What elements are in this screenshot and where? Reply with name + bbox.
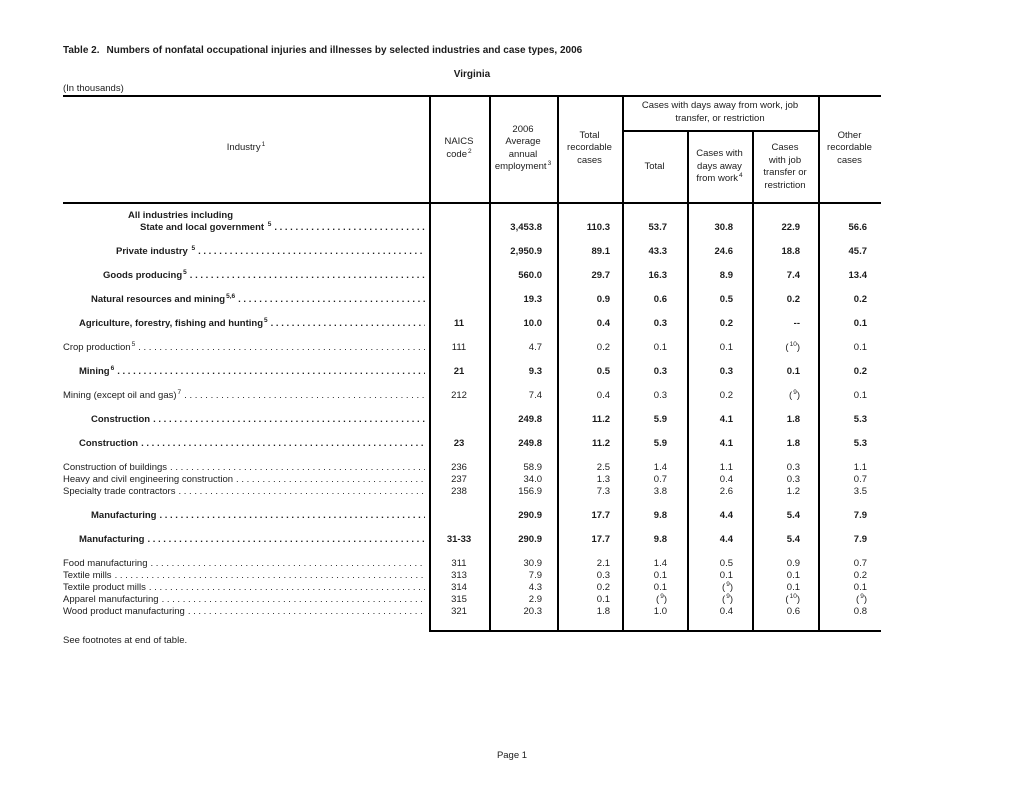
value-cell: 0.2: [719, 390, 733, 401]
industry-label: [63, 318, 425, 330]
naics-code-cell: 111: [451, 342, 467, 353]
value-cell: ($^9$): [856, 593, 867, 605]
value-cell: 0.1: [853, 582, 867, 593]
table-bottom-rule: [429, 630, 881, 632]
value-cell: 24.6: [714, 246, 733, 257]
value-cell: 9.8: [653, 534, 667, 545]
value-cell: 9.8: [653, 510, 667, 521]
value-cell: 0.1: [719, 570, 733, 581]
value-cell: 290.9: [518, 534, 542, 545]
footnote-ref: 9: [660, 593, 664, 600]
header-job-transfer: Cases with job transfer or restriction: [763, 142, 807, 191]
industry-label-text: State and local government $^5$: [140, 221, 272, 233]
value-cell: 34.0: [523, 474, 542, 485]
footnote-ref: 5: [267, 221, 272, 228]
value-cell: 22.9: [781, 222, 800, 233]
dot-leader: [149, 582, 425, 594]
dot-leader: [159, 510, 425, 522]
value-cell: 1.4: [653, 462, 667, 473]
value-cell: 1.8: [786, 414, 800, 425]
value-cell: 0.7: [853, 558, 867, 569]
value-cell: 0.3: [596, 570, 610, 581]
industry-label-text: Agriculture, forestry, fishing and hunting$^5$: [79, 317, 268, 329]
value-cell: 0.5: [596, 366, 610, 377]
industry-label: [63, 606, 425, 618]
value-cell: 0.1: [653, 342, 667, 353]
table-row: [63, 366, 881, 378]
state-heading: Virginia: [453, 69, 491, 80]
industry-label: [63, 594, 425, 606]
value-cell: 7.9: [853, 510, 867, 521]
table-row: [63, 570, 881, 582]
header-sub-total: Total: [644, 160, 665, 172]
value-cell: 0.3: [786, 462, 800, 473]
value-cell: 0.2: [596, 582, 610, 593]
table-row: [63, 390, 881, 402]
table-row: [63, 209, 881, 234]
table-row: [63, 318, 881, 330]
value-cell: 45.7: [848, 246, 867, 257]
value-cell: 18.8: [781, 246, 800, 257]
value-cell: 11.2: [592, 414, 610, 425]
dot-leader: [271, 318, 425, 330]
table-row: [63, 558, 881, 570]
value-cell: 4.4: [719, 510, 733, 521]
value-cell: 58.9: [523, 462, 542, 473]
value-cell: 43.3: [648, 246, 667, 257]
table-row: [63, 594, 881, 606]
table-row: [63, 438, 881, 450]
table-row: [63, 582, 881, 594]
value-cell: 0.4: [596, 390, 610, 401]
dot-leader: [198, 246, 425, 258]
value-cell: 0.2: [853, 294, 867, 305]
footnote-ref: 5: [131, 341, 136, 348]
industry-label: [63, 534, 425, 546]
value-cell: 0.9: [786, 558, 800, 569]
value-cell: 560.0: [518, 270, 542, 281]
value-cell: 4.4: [719, 534, 733, 545]
industry-label: [63, 246, 425, 258]
dot-leader: [190, 270, 425, 282]
value-cell: 10.0: [523, 318, 542, 329]
naics-code-cell: 315: [451, 594, 467, 605]
footnote-ref: 4: [739, 172, 743, 180]
industry-label: [63, 438, 425, 450]
dot-leader: [274, 222, 425, 234]
industry-label-text: Manufacturing: [79, 534, 145, 545]
industry-label-text: Natural resources and mining$^{5,6}$: [91, 293, 236, 305]
industry-label-text: Wood product manufacturing: [63, 606, 185, 617]
value-cell: 9.3: [528, 366, 542, 377]
value-cell: 0.2: [786, 294, 800, 305]
table-title-text: Numbers of nonfatal occupational injuries and illnesses by selected industries and case types, 2006: [106, 45, 583, 56]
dot-leader: [115, 570, 425, 582]
industry-label-text: Mining$^6$: [79, 365, 115, 377]
industry-label: [63, 294, 425, 306]
page-number: Page 1: [496, 750, 528, 761]
industry-label-text: Textile mills: [63, 570, 112, 581]
value-cell: 0.2: [853, 366, 867, 377]
value-cell: ($^{10}$): [785, 341, 800, 353]
value-cell: 0.3: [653, 390, 667, 401]
value-cell: 0.4: [719, 474, 733, 485]
value-cell: 0.8: [853, 606, 867, 617]
dot-leader: [151, 558, 426, 570]
header-industry: Industry$^1$: [226, 141, 266, 154]
value-cell: 3.5: [853, 486, 867, 497]
value-cell: 0.2: [596, 342, 610, 353]
industry-label: [63, 414, 425, 426]
industry-label-text: Apparel manufacturing: [63, 594, 159, 605]
value-cell: 1.0: [653, 606, 667, 617]
value-cell: 0.2: [719, 318, 733, 329]
value-cell: 4.3: [528, 582, 542, 593]
value-cell: 0.9: [596, 294, 610, 305]
value-cell: 0.1: [786, 366, 800, 377]
value-cell: 1.3: [596, 474, 610, 485]
value-cell: 13.4: [848, 270, 867, 281]
footnote-ref: 5: [183, 269, 187, 276]
value-cell: 0.3: [719, 366, 733, 377]
value-cell: 2.6: [719, 486, 733, 497]
value-cell: 0.5: [719, 558, 733, 569]
value-cell: 5.9: [653, 438, 667, 449]
footnote-ref: 3: [547, 160, 552, 167]
value-cell: 8.9: [719, 270, 733, 281]
table-row: [63, 606, 881, 618]
footnote-ref: 9: [726, 581, 730, 588]
value-cell: 2.1: [596, 558, 610, 569]
value-cell: 2.5: [596, 462, 610, 473]
naics-code-cell: [429, 246, 489, 258]
value-cell: 4.1: [719, 438, 733, 449]
industry-label: [63, 558, 425, 570]
value-cell: 0.3: [786, 474, 800, 485]
table-row: [63, 534, 881, 546]
footnote-ref: 5: [264, 317, 268, 324]
footnote-ref: 5: [191, 245, 196, 252]
footnote-ref: 9: [726, 593, 730, 600]
industry-label-text: Heavy and civil engineering construction: [63, 474, 234, 485]
table-row: [63, 510, 881, 522]
footnote-ref: 9: [860, 593, 864, 600]
naics-code-cell: [429, 270, 489, 282]
value-cell: 1.4: [653, 558, 667, 569]
industry-label: [63, 390, 425, 402]
table-title: [63, 45, 582, 56]
value-cell: 110.3: [586, 222, 610, 233]
footnote-ref: 10: [789, 341, 797, 348]
value-cell: 0.3: [653, 318, 667, 329]
value-cell: 7.4: [528, 390, 542, 401]
value-cell: 0.2: [853, 570, 867, 581]
value-cell: 53.7: [648, 222, 667, 233]
industry-label-text: Mining (except oil and gas)$^7$: [63, 389, 182, 401]
naics-code-cell: [429, 414, 489, 426]
industry-label: [63, 486, 425, 498]
value-cell: 1.2: [786, 486, 800, 497]
data-table: [63, 95, 881, 632]
value-cell: 1.1: [853, 462, 867, 473]
naics-code-cell: 212: [451, 390, 467, 401]
dot-leader: [153, 414, 425, 426]
industry-label-text: Textile product mills: [63, 582, 146, 593]
value-cell: 30.8: [714, 222, 733, 233]
value-cell: 249.8: [518, 438, 542, 449]
value-cell: 3,453.8: [510, 222, 542, 233]
naics-code-cell: 314: [451, 582, 467, 593]
industry-label: [63, 510, 425, 522]
value-cell: 0.7: [653, 474, 667, 485]
footnote-ref: 10: [789, 593, 797, 600]
naics-code-cell: 23: [453, 438, 465, 449]
dot-leader: [170, 462, 425, 474]
table-row: [63, 474, 881, 486]
value-cell: 11.2: [592, 438, 610, 449]
value-cell: --: [793, 318, 800, 329]
value-cell: 5.3: [853, 414, 867, 425]
dot-leader: [188, 606, 425, 618]
dot-leader: [141, 438, 425, 450]
value-cell: ($^{10}$): [785, 593, 800, 605]
value-cell: 0.1: [786, 570, 800, 581]
value-cell: 89.1: [591, 246, 610, 257]
value-cell: 0.1: [653, 582, 667, 593]
value-cell: 0.1: [853, 390, 867, 401]
value-cell: ($^9$): [722, 593, 733, 605]
value-cell: 5.4: [786, 534, 800, 545]
value-cell: ($^9$): [656, 593, 667, 605]
value-cell: 249.8: [518, 414, 542, 425]
value-cell: 1.1: [719, 462, 733, 473]
value-cell: 29.7: [591, 270, 610, 281]
value-cell: 7.9: [853, 534, 867, 545]
value-cell: 5.3: [853, 438, 867, 449]
value-cell: 17.7: [591, 534, 610, 545]
value-cell: 2,950.9: [510, 246, 542, 257]
industry-label: [63, 570, 425, 582]
header-group-days-away: Cases with days away from work, job transfer, or restriction: [641, 100, 799, 124]
footnote-reference-line: See footnotes at end of table.: [63, 635, 188, 646]
dot-leader: [238, 294, 425, 306]
value-cell: 1.8: [596, 606, 610, 617]
value-cell: 0.4: [719, 606, 733, 617]
industry-label-text: Manufacturing: [91, 510, 157, 521]
value-cell: 0.3: [653, 366, 667, 377]
dot-leader: [147, 534, 425, 546]
industry-label: [63, 462, 425, 474]
header-total-recordable: Total recordable cases: [567, 129, 612, 166]
value-cell: 0.7: [853, 474, 867, 485]
header-days-away-from-work: Cases with days away from work$^4$: [696, 148, 743, 185]
industry-label: [63, 342, 425, 354]
industry-label-text: Food manufacturing: [63, 558, 148, 569]
footnote-ref: 9: [793, 389, 797, 396]
industry-label-text: Private industry $^5$: [116, 245, 196, 257]
value-cell: 16.3: [648, 270, 667, 281]
naics-code-cell: 21: [453, 366, 465, 377]
industry-label: [63, 366, 425, 378]
industry-label-text: Construction: [79, 438, 139, 449]
value-cell: 0.6: [653, 294, 667, 305]
naics-code-cell: 238: [451, 486, 467, 497]
industry-label: [63, 270, 425, 282]
value-cell: 0.1: [596, 594, 610, 605]
industry-label-top: All industries including: [128, 210, 234, 221]
table-rows: [63, 204, 881, 618]
value-cell: ($^9$): [722, 581, 733, 593]
value-cell: 4.1: [719, 414, 733, 425]
footnote-ref: 5,6: [226, 293, 236, 300]
footnote-ref: 2: [467, 147, 472, 155]
table-row: [63, 342, 881, 354]
value-cell: 30.9: [523, 558, 542, 569]
value-cell: 0.5: [719, 294, 733, 305]
industry-label-text: Construction of buildings: [63, 462, 168, 473]
dot-leader: [178, 486, 425, 498]
industry-label: [63, 474, 425, 486]
table-row: [63, 270, 881, 282]
dot-leader: [236, 474, 425, 486]
value-cell: 17.7: [591, 510, 610, 521]
table-row: [63, 462, 881, 474]
naics-code-cell: 311: [451, 558, 467, 569]
industry-label: [63, 222, 425, 234]
value-cell: 5.9: [653, 414, 667, 425]
value-cell: 1.8: [786, 438, 800, 449]
naics-code-cell: [429, 510, 489, 522]
value-cell: 0.1: [853, 318, 867, 329]
value-cell: ($^9$): [789, 389, 800, 401]
naics-code-cell: 11: [453, 318, 465, 329]
naics-code-cell: 31-33: [446, 534, 472, 545]
naics-code-cell: 237: [451, 474, 467, 485]
table-row: [63, 414, 881, 426]
value-cell: 0.1: [719, 342, 733, 353]
value-cell: 2.9: [528, 594, 542, 605]
value-cell: 7.4: [786, 270, 800, 281]
footnote-ref: 6: [110, 365, 115, 372]
footnote-ref: 1: [261, 141, 266, 149]
header-other-recordable: Other recordable cases: [827, 129, 872, 166]
units-note: (In thousands): [63, 83, 124, 94]
naics-code-cell: 313: [451, 570, 467, 581]
dot-leader: [138, 342, 425, 354]
value-cell: 3.8: [653, 486, 667, 497]
table-number: Table 2.: [63, 45, 100, 56]
value-cell: 4.7: [528, 342, 542, 353]
naics-code-cell: 236: [451, 462, 467, 473]
table-row: [63, 486, 881, 498]
industry-label-text: Goods producing$^5$: [103, 269, 187, 281]
value-cell: 0.1: [853, 342, 867, 353]
industry-label-text: Specialty trade contractors: [63, 486, 176, 497]
value-cell: 0.4: [596, 318, 610, 329]
value-cell: 56.6: [848, 222, 867, 233]
value-cell: 0.6: [786, 606, 800, 617]
dot-leader: [184, 390, 425, 402]
header-naics-code: NAICS code$^2$: [444, 136, 474, 160]
value-cell: 20.3: [523, 606, 542, 617]
value-cell: 0.1: [786, 582, 800, 593]
industry-label: [63, 582, 425, 594]
header-employment: 2006 Average annual employment$^3$: [494, 123, 552, 172]
value-cell: 19.3: [523, 294, 542, 305]
dot-leader: [162, 594, 425, 606]
industry-label-text: Crop production$^5$: [63, 341, 136, 353]
value-cell: 290.9: [518, 510, 542, 521]
value-cell: 0.1: [653, 570, 667, 581]
dot-leader: [117, 366, 425, 378]
value-cell: 7.3: [596, 486, 610, 497]
footnote-ref: 7: [177, 389, 182, 396]
table-row: [63, 294, 881, 306]
value-cell: 7.9: [528, 570, 542, 581]
industry-label-text: Construction: [91, 414, 151, 425]
value-cell: 156.9: [518, 486, 542, 497]
value-cell: 5.4: [786, 510, 800, 521]
table-row: [63, 246, 881, 258]
naics-code-cell: [429, 294, 489, 306]
naics-code-cell: 321: [451, 606, 467, 617]
naics-code-cell: [429, 222, 489, 234]
